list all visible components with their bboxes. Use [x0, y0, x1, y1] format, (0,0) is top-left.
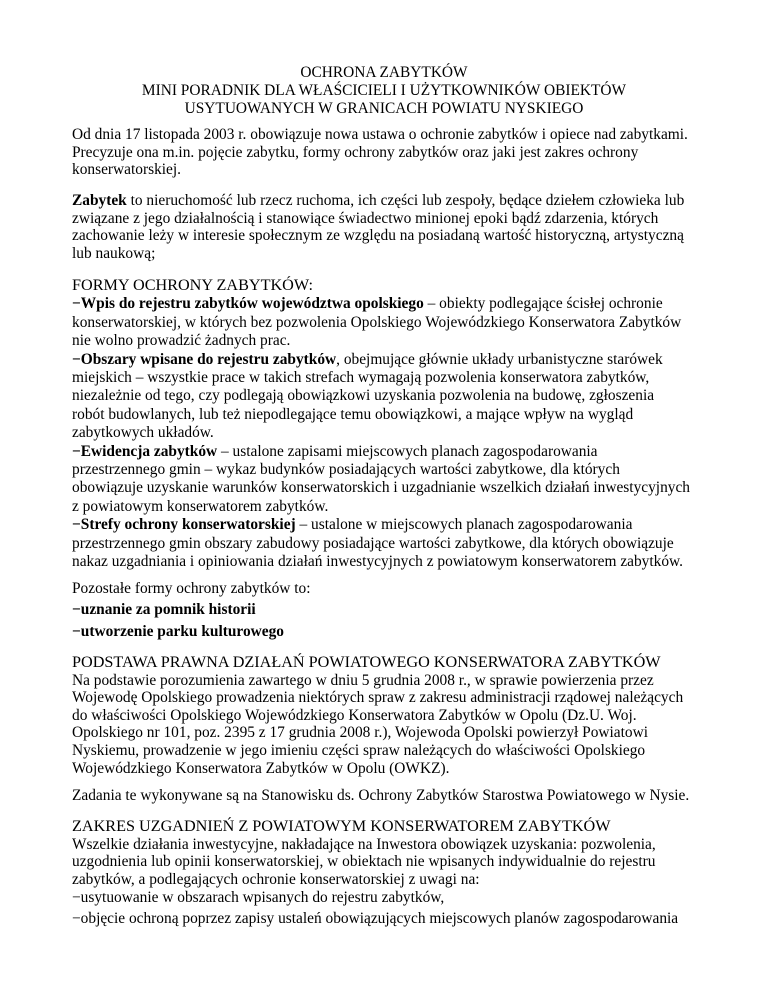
title-line-1: OCHRONA ZABYTKÓW: [300, 64, 468, 81]
scope-item: −objęcie ochroną poprzez zapisy ustaleń obowiązujących miejscowych planów zagospodarowania: [72, 910, 679, 928]
legal-line: Opolskiego nr 101, poz. 2395 z 17 grudnia 2008 r.), Wojewoda Opolski powierzył Powiatowi: [72, 724, 648, 742]
title-line-2: MINI PORADNIK DLA WŁAŚCICIELI I UŻYTKOWNIKÓW OBIEKTÓW: [141, 82, 627, 99]
forms-section: [72, 276, 712, 572]
forms-item-line: robót budowlanych, lub też niepodlegające temu obowiązkowi, a mające wpływ na wygląd: [72, 405, 634, 423]
other-forms-section: [72, 579, 712, 641]
definition-line: związane z jego działalnością i stanowiące świadectwo minionej epoki bądź zdarzenia, których: [72, 209, 659, 227]
tasks-paragraph: [72, 787, 712, 805]
definition-text: to nieruchomość lub rzecz ruchoma, ich części lub zespoły, będące dziełem człowieka lub: [126, 192, 685, 209]
document-title: [0, 64, 768, 118]
forms-item-line: obowiązuje uzyskanie warunków konserwatorskich i uzgadnianie wszelkich działań inwestycyjnych: [72, 479, 690, 497]
intro-line: konserwatorskiej.: [72, 161, 181, 179]
intro-line: Precyzuje ona m.in. pojęcie zabytku, formy ochrony zabytków oraz jaki jest zakres ochrony: [72, 143, 639, 161]
definition-line: zachowanie leży w interesie społecznym ze względu na posiadaną wartość historyczną, artystyczną: [72, 227, 684, 245]
forms-item-line: miejskich – wszystkie prace w takich strefach wymagają pozwolenia konserwatora zabytków,: [72, 369, 650, 387]
scope-line: Wszelkie działania inwestycyjne, nakładające na Inwestora obowiązek uzyskania: pozwolenia,: [72, 835, 656, 853]
other-forms-intro: Pozostałe formy ochrony zabytków to:: [72, 580, 311, 597]
legal-basis-section: [72, 654, 712, 777]
intro-line: Od dnia 17 listopada 2003 r. obowiązuje nowa ustawa o ochronie zabytków i opiece nad zabytkami.: [72, 126, 688, 143]
definition-paragraph: [72, 192, 712, 262]
forms-item-line: z powiatowym konserwatorem zabytków.: [72, 497, 329, 515]
definition-term: Zabytek: [72, 192, 127, 209]
scope-line: uzgodnienia lub opinii konserwatorskiej, w obiektach nie wpisanych indywidualnie do rejestru: [72, 853, 656, 871]
legal-line: Wojewódzkiego Konserwatora Zabytków w Opolu (OWKZ).: [72, 759, 450, 777]
scope-section: [72, 818, 712, 928]
forms-item-register: −Wpis do rejestru zabytków województwa opolskiego – obiekty podlegające ścisłej ochronie: [72, 295, 663, 313]
forms-item-line: nie wolno prowadzić żadnych prac.: [72, 332, 291, 350]
forms-item-areas: −Obszary wpisane do rejestru zabytków, obejmujące głównie układy urbanistyczne starówek: [72, 350, 663, 368]
legal-heading: PODSTAWA PRAWNA DZIAŁAŃ POWIATOWEGO KONSERWATORA ZABYTKÓW: [72, 653, 661, 671]
forms-item-records: −Ewidencja zabytków – ustalone zapisami miejscowych planach zagospodarowania: [72, 442, 598, 460]
scope-heading: ZAKRES UZGADNIEŃ Z POWIATOWYM KONSERWATOREM ZABYTKÓW: [72, 817, 611, 835]
forms-item-line: konserwatorskiej, w których bez pozwolenia Opolskiego Wojewódzkiego Konserwatora Zabytków: [72, 313, 682, 331]
legal-line: Wojewodę Opolskiego prowadzenia niektórych spraw z zakresu administracji rządowej należących: [72, 689, 684, 707]
tasks-text: Zadania te wykonywane są na Stanowisku ds. Ochrony Zabytków Starostwa Powiatowego w Nysie.: [72, 787, 690, 804]
scope-line: zabytków, a podlegających ochronie konserwatorskiej z uwagi na:: [72, 870, 480, 888]
title-line-3: USYTUOWANYCH W GRANICACH POWIATU NYSKIEGO: [184, 100, 584, 117]
forms-item-line: nakaz uzgadniania i opiniowania działań inwestycyjnych z powiatowym konserwatorem zabytków.: [72, 553, 684, 571]
forms-item-zones: −Strefy ochrony konserwatorskiej – ustalone w miejscowych planach zagospodarowania: [72, 516, 633, 534]
scope-item: −usytuowanie w obszarach wpisanych do rejestru zabytków,: [72, 889, 445, 907]
other-forms-item: −uznanie za pomnik historii: [72, 601, 256, 618]
forms-item-line: przestrzennego gmin obszary zabudowy posiadające wartości zabytkowe, dla których obowiązuje: [72, 534, 674, 552]
forms-heading: FORMY OCHRONY ZABYTKÓW:: [72, 276, 314, 294]
forms-item-line: zabytkowych układów.: [72, 424, 214, 442]
legal-line: Na podstawie porozumienia zawartego w dniu 5 grudnia 2008 r., w sprawie powierzenia przez: [72, 671, 654, 689]
definition-line: lub naukową;: [72, 244, 156, 262]
other-forms-item: −utworzenie parku kulturowego: [72, 623, 284, 640]
intro-paragraph: [72, 126, 712, 179]
forms-item-line: przestrzennego gmin – wykaz budynków posiadających wartości zabytkowe, dla których: [72, 461, 620, 479]
legal-line: do właściwości Opolskiego Wojewódzkiego Konserwatora Zabytków w Opolu (Dz.U. Woj.: [72, 706, 637, 724]
forms-item-line: niezależnie od tego, czy podlegają obowiązkowi uzyskania pozwolenia na budowę, zgłoszenia: [72, 387, 655, 405]
legal-line: Nyskiemu, prowadzenie w jego imieniu części spraw należących do właściwości Opolskiego: [72, 741, 646, 759]
